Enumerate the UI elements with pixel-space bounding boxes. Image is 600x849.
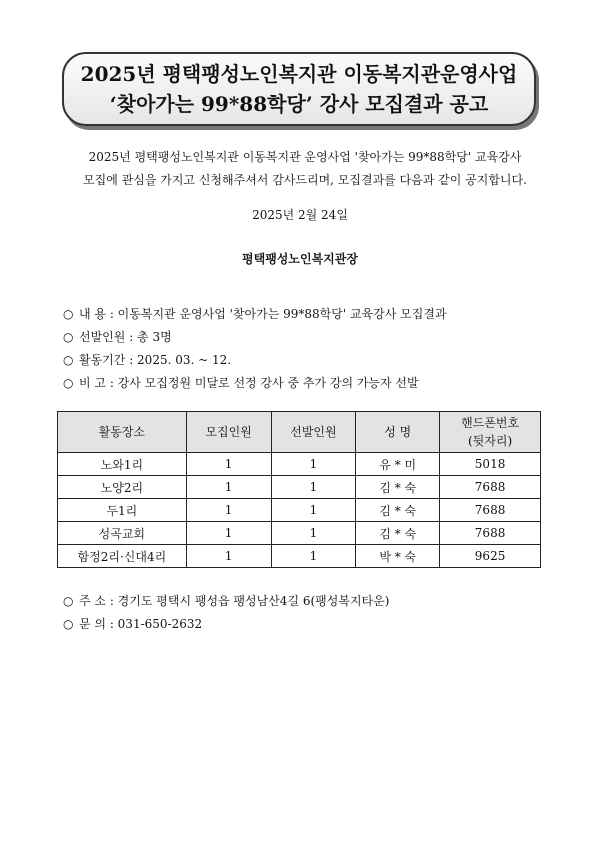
table-row <box>58 476 541 499</box>
cell-selected-count: 1 <box>271 499 356 522</box>
table-header-row <box>58 412 541 453</box>
notice-title-line1: 2025년 평택팽성노인복지관 이동복지관운영사업 <box>80 62 518 86</box>
announcement-date: 2025년 2월 24일 <box>252 208 348 222</box>
table-row <box>58 499 541 522</box>
issuer-name: 평택팽성노인복지관장 <box>242 252 358 266</box>
cell-location: 두1리 <box>58 499 187 522</box>
cell-phone: 7688 <box>440 522 541 545</box>
summary-item <box>63 372 447 395</box>
cell-phone: 5018 <box>440 453 541 476</box>
bullet-circle-icon: ○ <box>63 594 74 608</box>
summary-label: 비 고 <box>79 376 106 390</box>
table-row <box>58 453 541 476</box>
intro-line1: 2025년 평택팽성노인복지관 이동복지관 운영사업 '찾아가는 99*88학당' 교육강사 <box>88 150 522 164</box>
cell-name: 김 * 숙 <box>356 522 440 545</box>
cell-name: 김 * 숙 <box>356 499 440 522</box>
cell-recruit-count: 1 <box>186 545 271 568</box>
contact-label: 주 소 <box>79 594 106 608</box>
summary-value: : 총 3명 <box>125 330 172 344</box>
header-name: 성 명 <box>356 412 440 453</box>
header-phone-line1: 핸드폰번호 <box>461 416 520 430</box>
bullet-circle-icon: ○ <box>63 307 74 321</box>
table-row <box>58 545 541 568</box>
header-selected-count: 선발인원 <box>271 412 356 453</box>
header-phone-line2: (뒷자리) <box>468 434 513 448</box>
cell-recruit-count: 1 <box>186 522 271 545</box>
intro-line2: 모집에 관심을 가지고 신청해주셔서 감사드리며, 모집결과를 다음과 같이 공지합니다. <box>83 173 527 187</box>
cell-selected-count: 1 <box>271 545 356 568</box>
contact-label: 문 의 <box>79 617 106 631</box>
summary-item <box>63 303 447 326</box>
contact-item <box>63 590 389 613</box>
summary-item <box>63 349 447 372</box>
cell-recruit-count: 1 <box>186 499 271 522</box>
bullet-circle-icon: ○ <box>63 376 74 390</box>
bullet-circle-icon: ○ <box>63 330 74 344</box>
contact-item <box>63 613 389 636</box>
summary-list <box>63 303 447 395</box>
cell-phone: 7688 <box>440 476 541 499</box>
notice-title-line2: ‘찾아가는 99*88학당’ 강사 모집결과 공고 <box>109 92 489 116</box>
contact-info <box>63 590 389 636</box>
summary-label: 내 용 <box>79 307 106 321</box>
notice-title-box <box>62 52 536 126</box>
cell-recruit-count: 1 <box>186 453 271 476</box>
cell-selected-count: 1 <box>271 453 356 476</box>
cell-location: 성곡교회 <box>58 522 187 545</box>
intro-paragraph <box>55 146 555 192</box>
table-row <box>58 522 541 545</box>
summary-value: : 2025. 03. ~ 12. <box>125 353 232 367</box>
cell-name: 유 * 미 <box>356 453 440 476</box>
contact-address: : 경기도 평택시 팽성읍 팽성남산4길 6(팽성복지타운) <box>106 594 390 608</box>
summary-value: : 강사 모집정원 미달로 선정 강사 중 추가 강의 가능자 선발 <box>106 376 419 390</box>
header-location: 활동장소 <box>58 412 187 453</box>
cell-location: 함정2리·신대4리 <box>58 545 187 568</box>
cell-name: 박 * 숙 <box>356 545 440 568</box>
summary-value: : 이동복지관 운영사업 '찾아가는 99*88학당' 교육강사 모집결과 <box>106 307 447 321</box>
bullet-circle-icon: ○ <box>63 617 74 631</box>
cell-selected-count: 1 <box>271 476 356 499</box>
cell-location: 노와1리 <box>58 453 187 476</box>
results-table <box>57 411 541 568</box>
cell-name: 김 * 숙 <box>356 476 440 499</box>
summary-label: 선발인원 <box>79 330 126 344</box>
summary-label: 활동기간 <box>79 353 126 367</box>
cell-recruit-count: 1 <box>186 476 271 499</box>
summary-item <box>63 326 447 349</box>
contact-phone: : 031-650-2632 <box>106 617 203 631</box>
header-phone <box>440 412 541 453</box>
cell-phone: 9625 <box>440 545 541 568</box>
header-recruit-count: 모집인원 <box>186 412 271 453</box>
cell-selected-count: 1 <box>271 522 356 545</box>
bullet-circle-icon: ○ <box>63 353 74 367</box>
cell-location: 노양2리 <box>58 476 187 499</box>
cell-phone: 7688 <box>440 499 541 522</box>
